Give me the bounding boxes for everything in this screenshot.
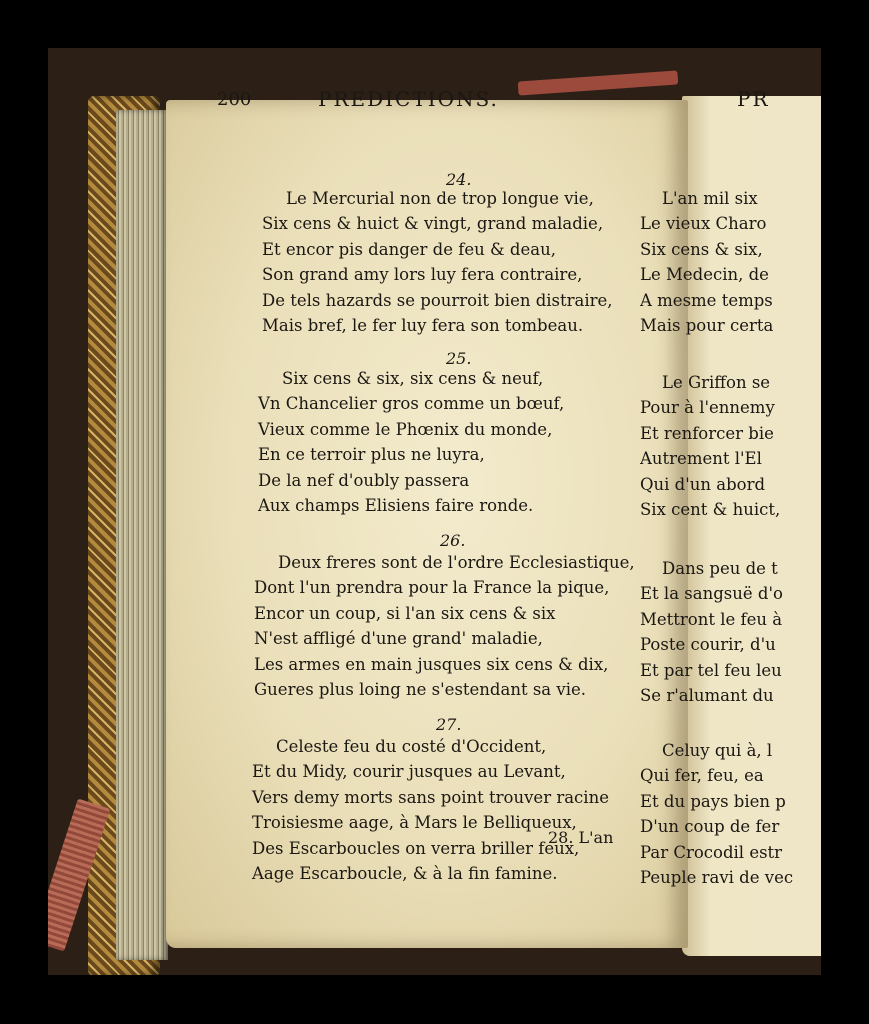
- verse-line: Mais pour certa: [640, 316, 774, 336]
- verse-line: Et la sangsuë d'o: [640, 584, 783, 604]
- right-stanza: [640, 738, 794, 890]
- verse-line: Gueres plus loing ne s'estendant sa vie.: [254, 680, 586, 700]
- verse-line: Le vieux Charo: [640, 214, 767, 234]
- verse-line: Pour à l'ennemy: [640, 398, 775, 418]
- stanza-number: 26.: [440, 531, 466, 550]
- verse-line: Poste courir, d'u: [640, 635, 776, 655]
- verse-line: Vieux comme le Phœnix du monde,: [258, 419, 553, 439]
- verse-line: Dans peu de t: [662, 559, 778, 578]
- stanza-number: 25.: [446, 349, 472, 368]
- verse-line: Le Medecin, de: [640, 265, 769, 285]
- verse-line: Aage Escarboucle, & à la fin famine.: [252, 864, 558, 884]
- verse-line: Mettront le feu à: [640, 609, 783, 629]
- right-stanza: [640, 186, 794, 338]
- verse-line: Mais bref, le fer luy fera son tombeau.: [262, 316, 584, 336]
- stanza-27: [252, 734, 609, 886]
- stanza-number: 27.: [436, 715, 462, 734]
- verse-line: Et du pays bien p: [640, 791, 786, 811]
- verse-line: Vers demy morts sans point trouver racine: [252, 787, 609, 807]
- verse-line: Six cens & six,: [640, 239, 763, 259]
- verse-line: Six cens & huict & vingt, grand maladie,: [262, 214, 604, 234]
- verse-line: Qui fer, feu, ea: [640, 766, 764, 786]
- page-number: 200: [217, 89, 252, 110]
- verse-line: L'an mil six: [662, 189, 758, 208]
- verse-line: Et renforcer bie: [640, 423, 774, 443]
- verse-line: Des Escarboucles on verra briller feux,: [252, 838, 580, 858]
- verse-line: Son grand amy lors luy fera contraire,: [262, 265, 583, 285]
- verse-line: Qui d'un abord: [640, 474, 766, 494]
- verse-line: Six cens & six, six cens & neuf,: [282, 369, 544, 388]
- verse-line: Se r'alumant du: [640, 686, 774, 706]
- verse-line: De la nef d'oubly passera: [258, 470, 470, 490]
- verse-line: Encor un coup, si l'an six cens & six: [254, 603, 556, 623]
- running-title: PREDICTIONS.: [318, 87, 499, 111]
- verse-line: Et du Midy, courir jusques au Levant,: [252, 762, 566, 782]
- verse-line: En ce terroir plus ne luyra,: [258, 445, 485, 465]
- verse-line: N'est affligé d'une grand' maladie,: [254, 629, 543, 649]
- verse-line: Les armes en main jusques six cens & dix,: [254, 654, 609, 674]
- stanza-number: 24.: [446, 170, 472, 189]
- verse-line: Et par tel feu leu: [640, 660, 782, 680]
- ribbon-bookmark-top: [518, 70, 679, 95]
- verse-line: Peuple ravi de vec: [640, 868, 794, 888]
- verse-line: Aux champs Elisiens faire ronde.: [258, 496, 534, 516]
- verse-line: Six cent & huict,: [640, 500, 781, 520]
- stanza-26: [254, 550, 635, 702]
- verse-line: Dont l'un prendra pour la France la pique,: [254, 578, 610, 598]
- verse-line: De tels hazards se pourroit bien distraire,: [262, 290, 613, 310]
- verse-line: Par Crocodil estr: [640, 842, 783, 862]
- verse-line: D'un coup de fer: [640, 817, 780, 837]
- verse-line: Celuy qui à, l: [662, 741, 773, 760]
- right-stanza: [640, 556, 794, 708]
- verse-line: A mesme temps: [640, 290, 773, 310]
- page-edges: [116, 110, 168, 960]
- stanza-25: [258, 366, 564, 518]
- verse-line: Et encor pis danger de feu & deau,: [262, 239, 556, 259]
- verse-line: Celeste feu du costé d'Occident,: [276, 737, 547, 756]
- right-stanza: [640, 370, 794, 522]
- verse-line: Troisiesme aage, à Mars le Belliqueux,: [252, 813, 577, 833]
- verse-line: Autrement l'El: [640, 449, 762, 469]
- stanza-24: [262, 186, 613, 338]
- verse-line: Deux freres sont de l'ordre Ecclesiastique,: [278, 553, 635, 572]
- verse-line: Le Griffon se: [662, 373, 771, 392]
- catchword: 28. L'an: [548, 828, 614, 847]
- verse-line: Le Mercurial non de trop longue vie,: [286, 189, 594, 208]
- right-running-title: PR: [737, 87, 770, 111]
- verse-line: Vn Chancelier gros comme un bœuf,: [258, 394, 565, 414]
